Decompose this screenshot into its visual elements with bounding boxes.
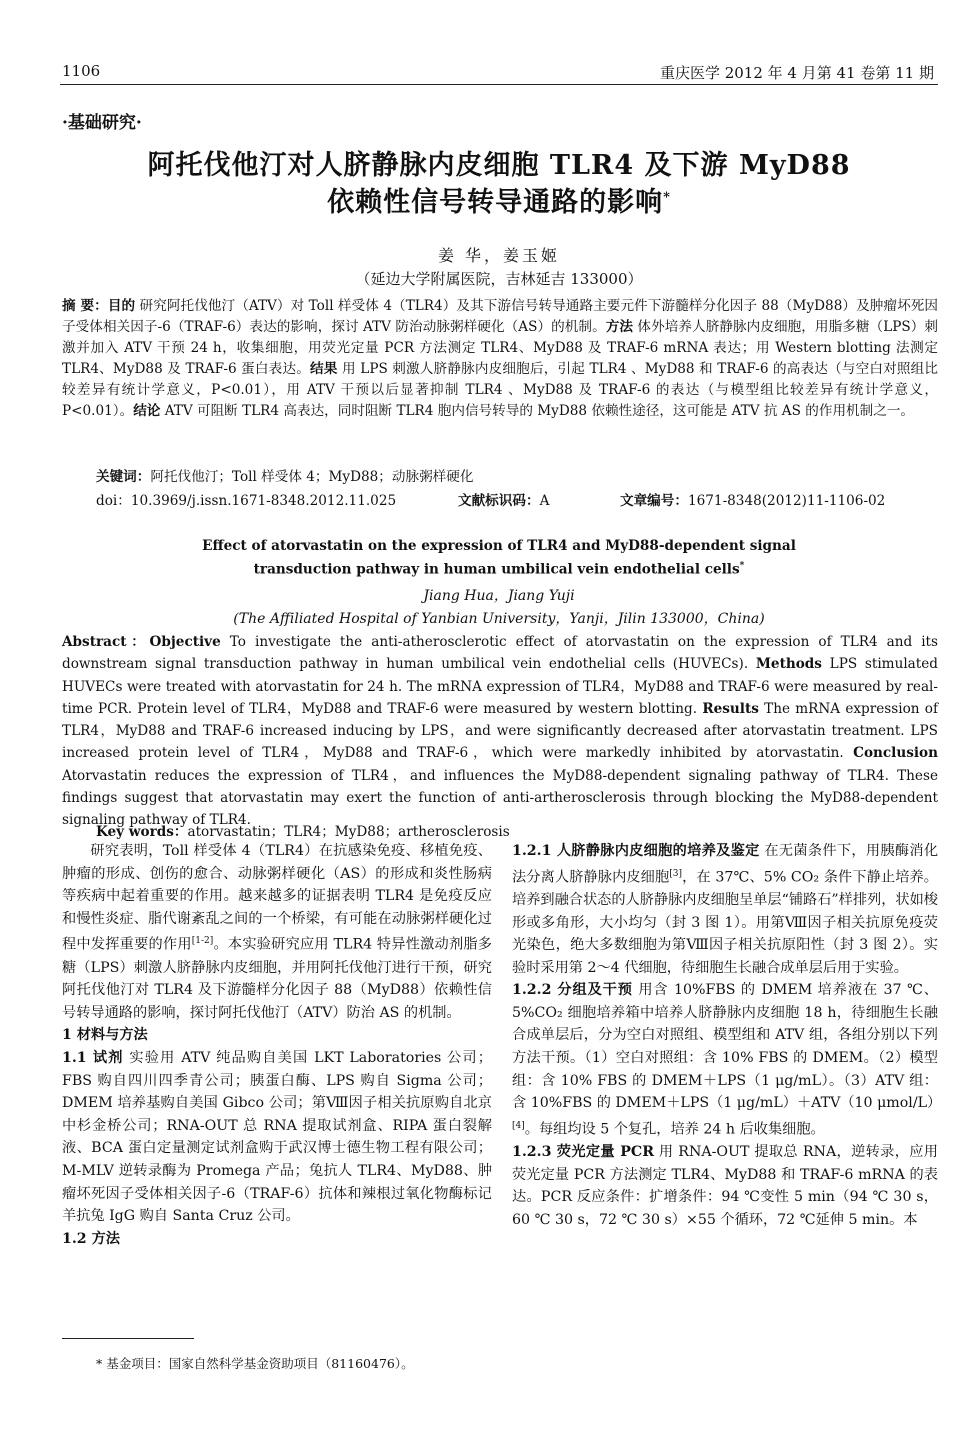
abstract-cn-objective: 研究阿托伐他汀（ATV）对 Toll 样受体 4（TLR4）及其下游信号转导通路主要元件下游髓样分化因子 88（MyD88）及肿瘤坏死因子受体相关因子-6（TRAF-6）表达的影响，探讨 ATV 防治动脉粥样硬化（AS）的机制。	[62, 298, 939, 335]
title-line-2	[60, 180, 938, 219]
section-1-2-1-text-a: 在无菌条件下，用胰酶消化法分离人脐静脉内皮细胞	[512, 843, 939, 886]
section-1-1-label: 1.1 试剂	[62, 1050, 124, 1067]
journal-header: 重庆医学 2012 年 4 月第 41 卷第 11 期	[659, 64, 934, 82]
title-line-1: 阿托伐他汀对人脐静脉内皮细胞 TLR4 及下游 MyD88	[147, 150, 851, 181]
affiliation-cn: （延边大学附属医院，吉林延吉 133000）	[355, 270, 643, 288]
keywords-en	[96, 820, 510, 840]
en-affiliation: (The Affiliated Hospital of Yanbian University，Yanji，Jilin 133000，China)	[233, 611, 765, 627]
article-number-value: 1671-8348(2012)11-1106-02	[687, 493, 886, 509]
en-title-mark: *	[739, 561, 745, 571]
article-number-label: 文章编号：	[620, 493, 688, 509]
keywords-cn-text: 阿托伐他汀；Toll 样受体 4；MyD88；动脉粥样硬化	[150, 469, 474, 485]
abstract-en-results: The mRNA expression of TLR4，MyD88 and TRAF-6 increased inducing by LPS，and were significantly decreased after atorvastatin treatment. LPS increased protein level of TLR4，MyD88 and TRAF-6，which were markedly inhibited by atorvastatin.	[62, 700, 938, 762]
abstract-en	[62, 631, 938, 832]
keywords-cn	[96, 465, 473, 485]
section-1-2-2	[512, 979, 942, 1141]
abstract-cn-conclusion: ATV 可阻断 TLR4 高表达，同时阻断 TLR4 胞内信号转导的 MyD88 依赖性途径，这可能是 ATV 抗 AS 的作用机制之一。	[160, 403, 915, 419]
header-rule	[60, 84, 938, 85]
abstract-cn-results: 用 LPS 刺激人脐静脉内皮细胞后，引起 TLR4 、MyD88 和 TRAF-6 的高表达（与空白对照组比较差异有统计学意义，P<0.01），用 ATV 干预以后显著抑制 TLR4 、MyD88 及 TRAF-6 的表达（与模型组比较差异有统计学意义，P<0.01）。	[62, 361, 939, 419]
abstract-en-methods: LPS stimulated HUVECs were treated with atorvastatin for 24 h. The mRNA expression of TLR4，MyD88 and TRAF-6 were measured by real-time PCR. Protein level of TLR4，MyD88 and TRAF-6 were measured by western blotting.	[62, 656, 938, 717]
doc-code-value: A	[539, 493, 550, 509]
abstract-en-conclusion: Atorvastatin reduces the expression of TLR4，and influences the MyD88-dependent signaling pathway of TLR4. These findings suggest that atorvastatin may exert the function of anti-artherosclerosis through blocking the MyD88-dependent signaling pathway of TLR4.	[62, 767, 938, 829]
en-title-line-2	[60, 561, 938, 578]
abstract-cn-label: 摘 要：	[62, 298, 108, 314]
section-1-heading: 1 材料与方法	[62, 1027, 148, 1044]
en-title-line-2-text: transduction pathway in human umbilical vein endothelial cells	[253, 561, 740, 578]
section-tag: ·基础研究·	[62, 113, 142, 133]
en-authors: Jiang Hua，Jiang Yuji	[423, 588, 575, 604]
intro-citation: [1-2]	[191, 936, 214, 947]
abstract-en-methods-label: Methods	[755, 656, 822, 673]
page-number: 1106	[62, 62, 101, 80]
keywords-cn-label: 关键词：	[96, 469, 151, 485]
section-1-2-heading: 1.2 方法	[62, 1230, 120, 1247]
section-1-2-2-text-b: 。每组均设 5 个复孔，培养 24 h 后收集细胞。	[524, 1121, 825, 1138]
abstract-cn-results-label: 结果	[309, 361, 338, 377]
abstract-cn-methods: 体外培养人脐静脉内皮细胞，用脂多糖（LPS）刺激并加入 ATV 干预 24 h，收集细胞，用荧光定量 PCR 方法测定 TLR4、MyD88 及 TRAF-6 mRNA 表达；用 Western blotting 法测定 TLR4、MyD88 及 TRAF-6 蛋白表达。	[62, 319, 938, 377]
abstract-cn-methods-label: 方法	[605, 319, 634, 335]
abstract-cn	[62, 296, 938, 422]
body-left-column	[62, 840, 492, 1250]
abstract-en-label: Abstract：	[62, 634, 150, 650]
section-1-2-3-label: 1.2.3 荧光定量 PCR	[512, 1144, 655, 1161]
section-1-1-text: 实验用 ATV 纯品购自美国 LKT Laboratories 公司；FBS 购自四川四季青公司；胰蛋白酶、LPS 购自 Sigma 公司；DMEM 培养基购自美国 Gibco 公司；第Ⅷ因子相关抗原购自北京中杉金桥公司；RNA-OUT 总 RNA 提取试剂盒、RIPA 蛋白裂解液、BCA 蛋白定量测定试剂盒购于武汉博士德生物工程有限公司；M-MLV 逆转录酶为 Promega 产品；兔抗人 TLR4、MyD88、肿瘤坏死因子受体相关因子-6（TRAF-6）抗体和辣根过氧化物酶标记羊抗兔 IgG 购自 Santa Cruz 公司。	[62, 1050, 492, 1225]
abstract-en-objective: To investigate the anti-atherosclerotic effect of atorvastatin on the expression of TLR4 and its downstream signal transduction pathway in human umbilical vein endothelial cells (HUVECs).	[62, 634, 939, 673]
section-1-2-1-text-b: ，在 37℃、5% CO₂ 条件下静止培养。培养到融合状态的人脐静脉内皮细胞呈单层“铺路石”样排列，状如梭形或多角形，大小均匀（封 3 图 1）。用第Ⅷ因子相关抗原免疫荧光染色，绝大多数细胞为第Ⅷ因子相关抗原阳性（封 3 图 2）。实验时采用第 2～4 代细胞，待细胞生长融合成单层后用于实验。	[512, 869, 938, 976]
section-1-2-2-label: 1.2.2 分组及干预	[512, 982, 633, 999]
section-1-2-2-citation: [4]	[512, 1120, 525, 1131]
section-1-1	[62, 1047, 492, 1228]
title-line-2-text: 依赖性信号转导通路的影响	[327, 187, 664, 218]
section-1-2-1-label: 1.2.1 人脐静脉内皮细胞的培养及鉴定	[512, 843, 760, 859]
doc-code	[458, 489, 549, 509]
section-1-2-3	[512, 1141, 938, 1231]
intro-text-b: 。本实验研究应用 TLR4 特异性激动剂脂多糖（LPS）刺激人脐静脉内皮细胞，并用阿托伐他汀进行干预，研究阿托伐他汀对 TLR4 及下游髓样分化因子 88（MyD88）依赖性信号转导通路的影响，探讨阿托伐他汀（ATV）防治 AS 的机制。	[62, 937, 492, 1021]
footnote-rule	[62, 1338, 194, 1339]
intro-paragraph	[62, 840, 492, 1024]
abstract-en-conclusion-label: Conclusion	[853, 745, 939, 762]
abstract-en-objective-label: Objective	[149, 634, 221, 650]
abstract-en-results-label: Results	[702, 700, 759, 717]
abstract-cn-conclusion-label: 结论	[133, 403, 161, 419]
intro-text-a: 研究表明，Toll 样受体 4（TLR4）在抗感染免疫、移植免疫、肿瘤的形成、创伤的愈合、动脉粥样硬化（AS）的形成和炎性肠病等疾病中起着重要的作用。越来越多的证据表明 TLR4 是免疫反应和慢性炎症、脂代谢紊乱之间的一个桥梁，有可能在动脉粥样硬化过程中发挥重要的作用	[62, 843, 492, 954]
section-1-2-2-text-a: 用含 10%FBS 的 DMEM 培养液在 37 ℃、5%CO₂ 细胞培养箱中培养人脐静脉内皮细胞 18 h，待细胞生长融合成单层后，分为空白对照组、模型组和 ATV 组，各组分别以下列方法干预。（1）空白对照组：含 10% FBS 的 DMEM。（2）模型组：含 10% FBS 的 DMEM＋LPS（1 μg/mL）。（3）ATV 组：含 10%FBS 的 DMEM＋LPS（1 μg/mL）＋ATV（10 μmol/L）	[512, 982, 942, 1112]
doc-code-label: 文献标识码：	[458, 493, 540, 509]
keywords-en-text: atorvastatin；TLR4；MyD88；artherosclerosis	[187, 824, 510, 840]
keywords-en-label: Key words：	[96, 824, 188, 840]
footnote: * 基金项目：国家自然科学基金资助项目（81160476）。	[96, 1356, 414, 1371]
body-right-column	[512, 840, 942, 1232]
section-1-2-3-text: 用 RNA-OUT 提取总 RNA，逆转录，应用荧光定量 PCR 方法测定 TLR4、MyD88 和 TRAF-6 mRNA 的表达。PCR 反应条件：扩增条件：94 ℃变性 5 min（94 ℃ 30 s，60 ℃ 30 s，72 ℃ 30 s）×55 个循环，72 ℃延伸 5 min。本	[512, 1144, 938, 1228]
section-1-2-1	[512, 840, 938, 979]
title-footnote-mark: *	[663, 190, 671, 205]
doi: doi：10.3969/j.issn.1671-8348.2012.11.025	[96, 493, 397, 509]
abstract-cn-objective-label: 目的	[107, 298, 136, 314]
authors-cn: 姜 华，姜玉姬	[437, 246, 561, 265]
en-title-line-1: Effect of atorvastatin on the expression of TLR4 and MyD88-dependent signal	[202, 538, 796, 554]
article-number	[620, 489, 885, 509]
section-1-2-1-citation: [3]	[669, 868, 683, 879]
